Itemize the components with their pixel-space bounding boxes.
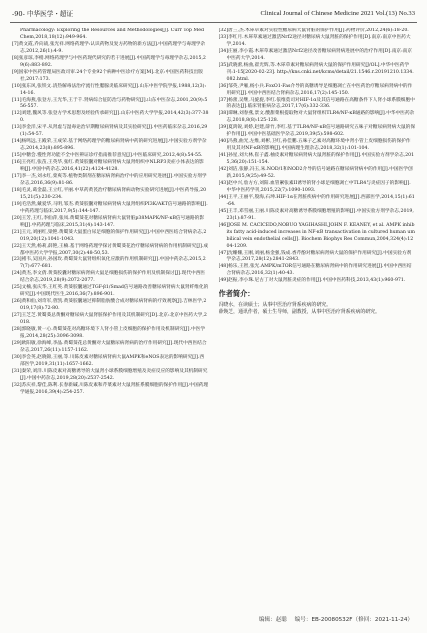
reference-entry: [46]JOSE M. CACICEDO,NOBUO YAGIHASHI,JOHN F. KEANEY, et al. AMPK inhibits fatty acid-induced increases in NF-κB transactivation in cultured human umbilical vein endothelial cells[J]. Biochem Biophys Res Commun,2004,324(4):1204-1209. <box>218 222 415 249</box>
reference-entry: [44]王平,王丽平,殷海,石坤.HIF-1α在肾脏疾病中的作用研究进展[J].西部医学,2014,15(1):61-64. <box>218 194 415 207</box>
reference-entry: [47]沈姗姗,王刚,刘丽,杨金强,钱成.香芹酚对糖尿病肾病大鼠的保护作用研究[J].中国实验方剂学杂志,2017,28(12):2841-2843. <box>218 250 412 263</box>
reference-entry: [45]王丰,邓雪丽,王丽.川陈皮素对高糖诱导系膜细胞增殖的影响[J].中国实验方剂学杂志,2019,23(1):87-91. <box>218 208 414 221</box>
header-journal-en: Clinical Journal of Chinese Medicine 2021 Vol.(13) No.33 <box>260 10 415 17</box>
reference-entry: [30]李会英,赵晓锦,王丽,等.川陈皮素对糖尿病肾病大鼠AMPK和eNOS表达的影响研究[J].西部医学,2019,31(11):1657-1662. <box>12 354 205 367</box>
editor-footer <box>253 615 413 623</box>
author-bio-line-1: 冯晓水，在读硕士；从事中医治疗肾系疾病的研究。 <box>218 302 331 309</box>
reference-entry: [22]王天然,杨莉,薛艳,王楠.基于网络药理学探讨黄蜀葵花治疗糖尿病肾病的作用机制研究[J].成都中医药大学学报,2007,30(2):48-50,53. <box>12 243 209 256</box>
reference-entry: [10]张东风,张铁文.清热解毒法治疗流行性腮腺炎临床研究[J].山东中医学院学报,1988,12(3):14-16. <box>12 83 207 96</box>
editor-name: 编辑：赵聪 <box>258 617 287 623</box>
references-right-list <box>219 28 416 285</box>
reference-entry: [17]李一杰,刘永红,栾爽等.植物类制剂在糖尿病肾病治疗中的应用研究进展[J].中国实验方剂学杂志,2016,36(9):81-86. <box>12 174 207 186</box>
reference-entry: [14]杨鸣远,王殿荣,王成荣.基于网络药理学的糖尿病肾病中药的研究进展[J].中国实验方剂学杂志,2014,23(8):895-896. <box>12 139 207 152</box>
reference-entry: [49]赵振,李小珠.尼古丁对大鼠肾脏炎症的作用[J].中国中医药科技,2013,43(1):960-971. <box>218 278 406 284</box>
reference-entry: [48]杨乐,王智,张光.AMPK/mTOR信号通路在糖尿病肾病中的作用研究进展[J].中国中西医结合肾病杂志,2016,32(1):40-43. <box>218 264 412 277</box>
manuscript-serial: 编号：EB-20080532F（修回：2021-11-24） <box>294 617 413 623</box>
reference-entry: [21]王元,刘丽红,梁艳.黄蜀葵大鼠蛋白尿足细胞的保护作用研究[J].中国中西医结合肾病杂志,2019,20(12):1041-1043. <box>12 229 207 242</box>
reference-entry: [42]刘洁,张静,冯玉,朱.NOD/1和NOD2介导的信号通路在糖尿病肾病中的作用[J].中国医学创新,2015,9(25):49-52. <box>218 167 413 180</box>
reference-entry: Pharmacology: Exploring the Resources and Methodologies[J]. Curr Top Med Chem,2018,18(12):949-964. <box>20 28 204 40</box>
reference-entry: [43]赵中兴,詹方方,刘阳.血管紧张素II诱导的肾小球足细胞凋亡中TLR4与炎症因子的影响[J].中华中医药学刊,2015,22(7):1090-1093. <box>218 180 411 193</box>
references-columns <box>12 28 415 603</box>
reference-entry: [38]谭琳,刘春燕,景文.酸甜菜根提取物对大鼠肾组织TLR4/NF-κB通路的影响[J].中华中医药杂志,2018,8(8):125-128. <box>218 111 415 124</box>
author-bio-heading: 作者简介： <box>218 289 255 299</box>
reference-entry: [19]毛浩然,戴爱华,马明,邹杰.黄葵胶囊对糖尿病肾病大鼠肾组织PI3K/AKT信号通路的影响[J].中药药理与临床,2017,9(5):144-147. <box>12 201 208 214</box>
running-header <box>10 8 417 23</box>
reference-entry: [28]郭晓敏,黄一心.黄蜀葵花对高糖环境下人肾小管上皮细胞的保护作用及机制研究[J].中医学报,2014,28(25):3096-3098. <box>12 326 206 339</box>
reference-entry: [9]国家中医药管理局医政司审.24个专业92个病种中医诊疗方案[M].北京:中国医药科技出版社,2017:173. <box>12 69 203 82</box>
reference-entry: [11]毛海燕,张登方,王光华,王于千.肾病综合征防治与药物研究[J].山东中医杂志,2001,20(9):556-557. <box>12 97 208 110</box>
references-left-column <box>12 28 209 603</box>
reference-entry: [18]毛灵,葛金磊,王立红,平丽.中草药黄芪治疗糖尿病肾病动物实验研究进展[J].中医药导报,2015,21(5):230-234. <box>12 187 207 200</box>
reference-entry: [24]黄杰,李文倩.黄葵胶囊对糖尿病肾病大鼠足细胞损伤的保护作用及机制探讨[J].现代中西医结合杂志,2019,28(9):2072-2077. <box>12 271 206 284</box>
reference-entry: [8]张彦琼,李梢.网络药理学与中医药现代研究的若干进展[J].中国药理学与毒理学杂志,2015,29(6):883-892. <box>12 55 206 68</box>
author-bio-line-2: 薛焕芝，通讯作者，硕士生导师，副教授，从事中医治疗肾系疾病的研究。 <box>218 309 380 316</box>
reference-entry: [20]王芳,王红,李仙萍,张凤.黄蜀葵花对糖尿病肾病大鼠肾脏p38MAPK/NF-κB信号通路的影响[J].中药药理与临床,2015,31(4):143-147. <box>12 215 205 228</box>
reference-entry: [31]秦荣,刘洋.川陈皮素对高糖诱导的大鼠肾小球系膜细胞增殖及炎症反应的影响及其机制研究[J].中国中药杂志,2019,28(20):2537-2542. <box>12 368 208 381</box>
reference-entry: [33]李红月.木犀草素通过激活Nrf2途径对糖尿病大鼠肾脏的保护作用[D].南京:南京中医药大学,2014. <box>218 34 411 47</box>
reference-entry: [16]王亮红,张苗,王英华,张红.黄葵胶囊对糖尿病肾病大鼠肾组织中NLRP3炎症小体表达的影响[J].中国中药杂志,2016,41(22):4124-4128. <box>12 160 204 173</box>
header-journal-cn: -90- 中华医学・超证 <box>12 10 74 18</box>
reference-entry: [23]褚韦,吴国兵,孙国玫.黄蜀葵大鼠肾组织氧化应激的作用机制研究[J].中国中药杂志,2015,27(7):677-681. <box>12 257 206 270</box>
reference-entry: [37]杨蕾,吴继,马旋旋,李红.依维莫司对HIF-1α及其信号通路在高糖条件下人肾小球系膜细胞中的表达[J].临床肾脏病杂志,2017,17(6):332-336. <box>218 97 415 110</box>
reference-entry: [25]文楠,张庆华,王红英.黄葵胶囊通过TGF-β1/Smad信号通路改善糖尿病肾病大鼠肾纤维化的研究[J].中国现代医生,2016,36(7):896-901. <box>12 285 209 298</box>
reference-entry: [13]李金洋,宋平.从肾虚与湿毒论治早期糖尿病肾病及其实验研究[J].中医药临床杂志,2016,29(1):54-57. <box>12 125 208 138</box>
reference-entry: [26]黄和仙,刘奇军,曾凯.黄葵胶囊通过抑制脂肪酸合成对糖尿病肾病的疗效观察[J].吉林医学,2019,17(8):72-80. <box>12 299 207 312</box>
reference-entry: [36]邹英,尹雁,杨小兵.FoxO1-Fas介导的高糖诱导足细胞凋亡在中医药治疗糖尿病肾病中的作用研究[J].中国中西医结合肾病杂志,2016,17(2):145-150. <box>218 83 413 96</box>
reference-entry: [12]刘建,魏风等.张登方学术思想及经验传承研究[J].山东中医药大学学报,2014,42(3):377-380. <box>12 111 209 124</box>
reference-entry: [35]武晓蕾,杨曲,翟光辉,等.木犀草素对糖尿病肾病大鼠的保护作用研究[J/OL].中华中医药学刊:1-15[2020-02-23]. http://kns.cnki.net/kcms/detail/21.1546.r.20191210.1334.082.html. <box>218 62 414 82</box>
reference-entry: [32]苏庆祥,黎佳,陈利.长春新碱,川陈皮素和芹菜素对大鼠肾脏系膜细胞的保护作用[J].中国药理学通报,2016,39(4):254-257. <box>12 382 209 395</box>
reference-entry: [27]王芝芝.黄蜀葵总黄酮对糖尿病大鼠肾脏保护作用及其机制研究[D].北京:北京中医药大学,2018. <box>12 313 207 326</box>
reference-entry: [7]黄文霞,乔向战,张光祥.网络药理学:认识药物及复方药物的新方法[J].中国药理学与毒理学杂志,2012,26(1):4-9. <box>12 41 206 54</box>
reference-entry: [41]孙星,刘大林,崔子鑫.柚皮素对糖尿病肾病大鼠肾脏的保护作用[J].中国实验方剂学杂志,2015,36(20):151-154. <box>218 153 415 166</box>
reference-entry: [29]欧阳敏,徐海峰,李晶.黄蜀葵花总黄酮对大鼠糖尿病肾病的治疗作用研究[J].现代中西医结合杂志,2017,26(11):1157-1162. <box>12 340 207 353</box>
reference-entry: [15]中糖会.慢性肾功能不全中医辨证诊疗指南推荐意见[J].中医临床研究,2012,4(8):54-55. <box>12 153 203 159</box>
reference-entry: [40]冯燕,曲光,左维,刘彬,卫红,孙佳鹏.五味子乙素对高糖环境中肾小管上皮细胞损伤的保护作用及其对NF-κB的影响[J].中国病理生理杂志,2018,32(1):101-104. <box>218 139 411 152</box>
references-right-column <box>219 28 416 603</box>
reference-entry: [34]庄丽,李小霞.木犀草素通过激活Nrf2途径改善糖尿病肾病进展中的治疗作用[D].南京:南京中医药大学,2014. <box>218 48 413 61</box>
reference-entry: [39]夏鸿锐,刘娇,赵建,薛竹,李红.基于TLR4/NF-κB信号通路研究五味子对糖尿病肾病大鼠的保护作用[J].中国中医基础医学杂志,2019,39(5):598-602. <box>218 125 415 138</box>
reference-entry: [32]唐三,杰.木犀草素对实验性糖尿病大鼠肾脏的保护作用[J].药物评价,2012,24(6):18-20. <box>218 28 409 33</box>
